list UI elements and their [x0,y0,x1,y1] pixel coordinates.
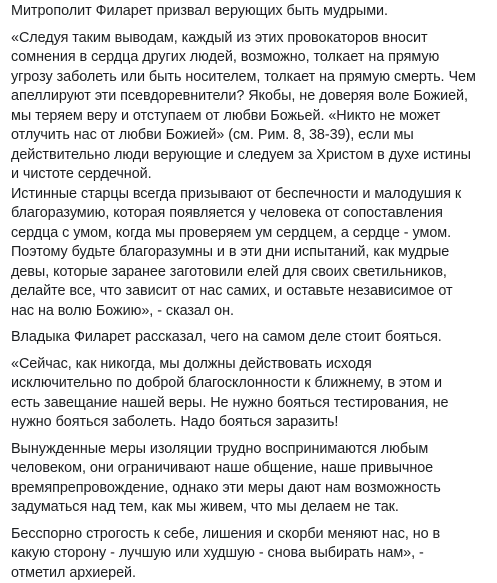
post-paragraph [11,2,485,22]
post-text-line: отметил архиерей. [11,564,485,583]
post-text-line: апеллируют эти псевдоревнители? Якобы, не доверяя воле Божией, [11,87,485,107]
post-text-line: сердца с умом, когда мы проверяем ум сердцем, а сердце - умом. [11,224,485,244]
post-paragraph [11,355,485,433]
post-text-line: и чистоте сердечной. [11,165,485,185]
post-text-line: «Следуя таким выводам, каждый из этих провокаторов вносит [11,29,485,49]
post-text-line: мы теряем веру и отступаем от любви Божьей. «Никто не может [11,107,485,127]
post-paragraph [11,440,485,518]
post-paragraph [11,525,485,583]
post-text-line: сомнения в сердца других людей, возможно, толкает на прямую [11,48,485,68]
post-text-line: нужно бояться заболеть. Надо бояться заразить! [11,413,485,433]
post-text-line: задуматься над тем, как мы живем, что мы делаем не так. [11,498,485,518]
post-text-line: Бесспорно строгость к себе, лишения и скорби меняют нас, но в [11,525,485,545]
post-text-line: Митрополит Филарет призвал верующих быть мудрыми. [11,2,485,22]
post-text-line: исключительно по доброй благосклонности к ближнему, в этом и [11,374,485,394]
post-text-line: Владыка Филарет рассказал, чего на самом деле стоит бояться. [11,328,485,348]
post-text-line: отлучить нас от любви Божией» (см. Рим. 8, 38-39), если мы [11,126,485,146]
post-paragraph [11,328,485,348]
post-text-line: человеком, они ограничивают наше общение, наше привычное [11,459,485,479]
post-paragraph [11,29,485,322]
post-text-line: нас на волю Божию», - сказал он. [11,302,485,322]
post-text-line: «Сейчас, как никогда, мы должны действовать исходя [11,355,485,375]
post-text-line: есть завещание нашей веры. Не нужно бояться тестирования, не [11,394,485,414]
post-text-line: Поэтому будьте благоразумны и в эти дни испытаний, как мудрые [11,243,485,263]
post-text-line: девы, которые заранее заготовили елей для своих светильников, [11,263,485,283]
post-text-line: времяпрепровождение, однако эти меры дают нам возможность [11,479,485,499]
post-text-line: какую сторону - лучшую или худшую - снова выбирать нам», - [11,544,485,564]
post-text-line: Вынужденные меры изоляции трудно воспринимаются любым [11,440,485,460]
post-text-line: угрозу заболеть или быть носителем, толкает на прямую смерть. Чем [11,68,485,88]
post-text-line: благоразумию, которая появляется у человека от сопоставления [11,204,485,224]
post-text-line: действительно люди верующие и следуем за Христом в духе истины [11,146,485,166]
post-text-line: Истинные старцы всегда призывают от беспечности и малодушия к [11,185,485,205]
post-text-line: делайте все, что зависит от нас самих, и оставьте независимое от [11,282,485,302]
